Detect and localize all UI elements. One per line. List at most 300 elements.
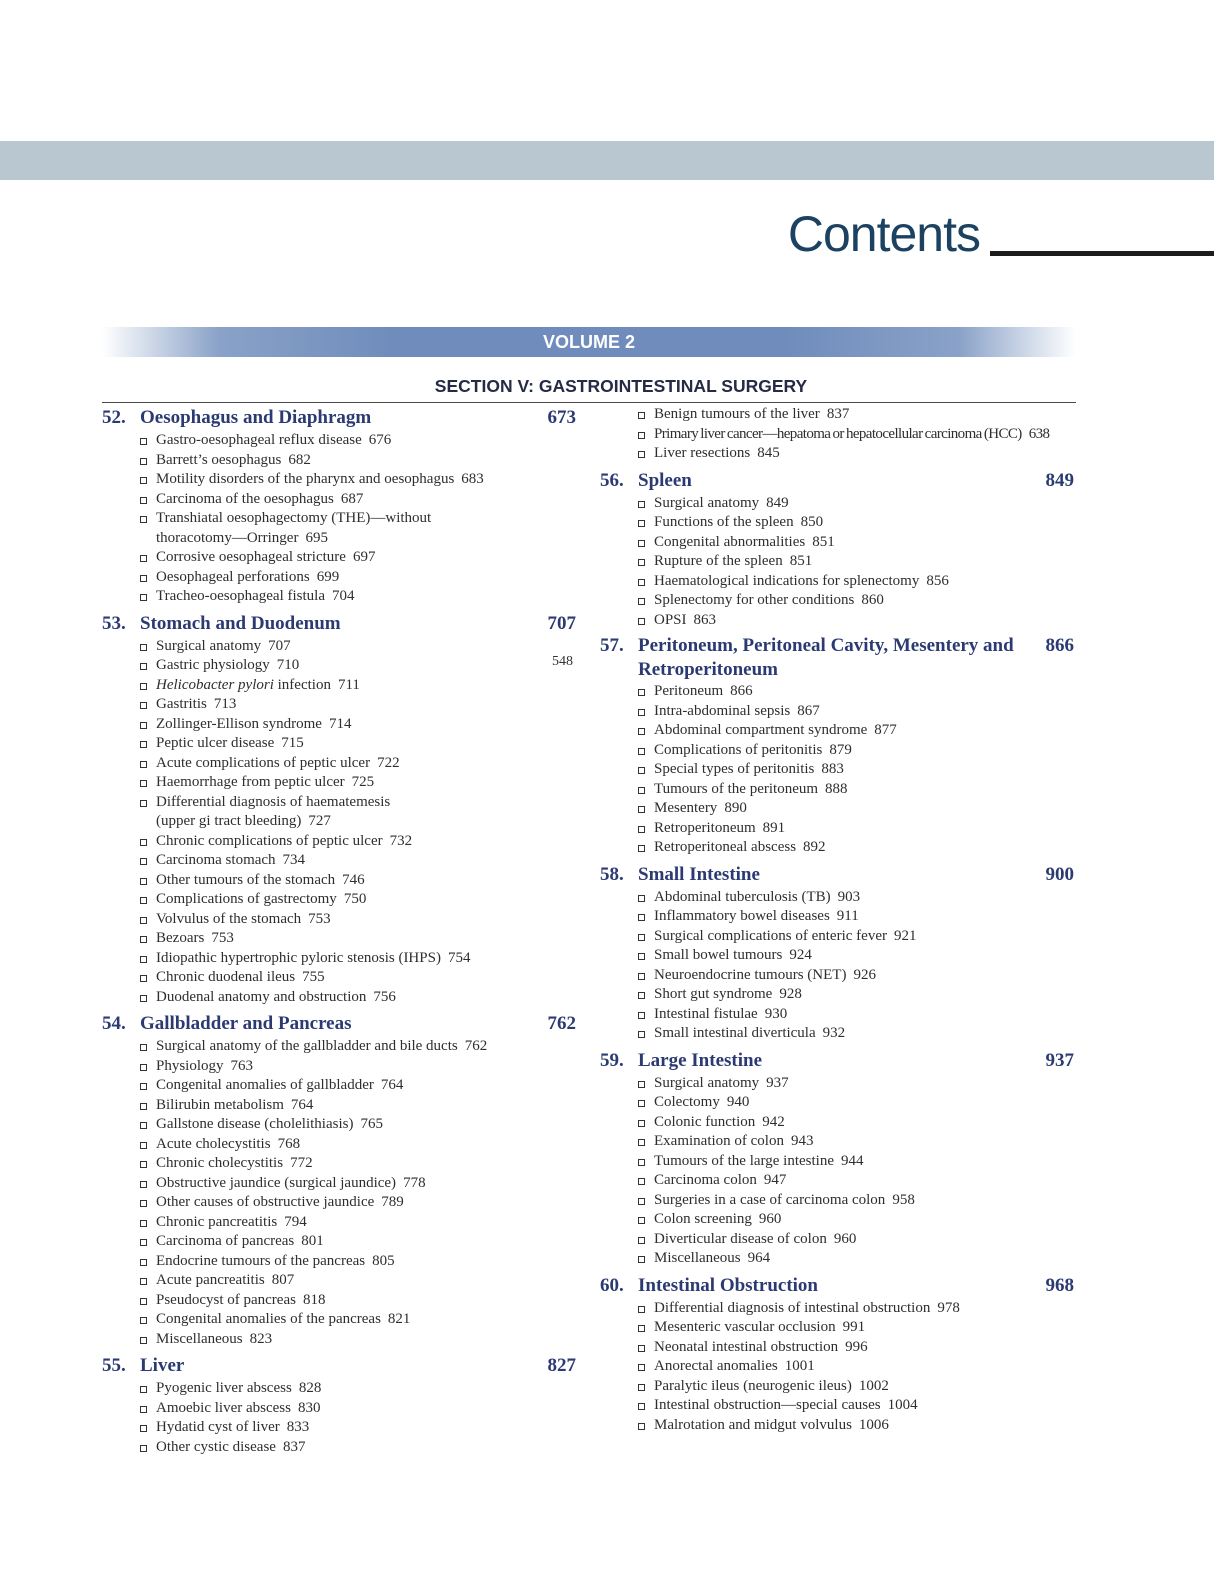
chapter-page-number: 762 (547, 1013, 576, 1034)
topic-page-number: 849 (766, 494, 789, 511)
toc-topic-entry[interactable] (600, 741, 1076, 761)
chapter-number: 54. (102, 1013, 126, 1034)
topic-title: Pyogenic liver abscess (156, 1380, 292, 1396)
square-bullet-icon (638, 953, 645, 960)
square-bullet-icon (140, 878, 147, 885)
square-bullet-icon (638, 1403, 645, 1410)
square-bullet-icon (140, 1181, 147, 1188)
toc-topic-entry[interactable] (102, 812, 578, 832)
topic-title: Mesenteric vascular occlusion (654, 1319, 836, 1335)
topic-page-number: 714 (328, 715, 352, 732)
square-bullet-icon (638, 845, 645, 852)
toc-topic-entry[interactable] (102, 1096, 578, 1116)
square-bullet-icon (638, 1031, 645, 1038)
toc-topic-entry[interactable] (102, 656, 578, 676)
topic-page-number: 921 (893, 927, 917, 944)
toc-topic-entry[interactable] (600, 819, 1076, 839)
square-bullet-icon (638, 689, 645, 696)
toc-topic-entry[interactable] (600, 405, 1076, 425)
topic-title: Carcinoma of pancreas (156, 1233, 295, 1249)
topic-title: Chronic cholecystitis (156, 1155, 284, 1171)
topic-title: Complications of gastrectomy (156, 891, 337, 907)
topic-title: Zollinger-Ellison syndrome (156, 715, 322, 732)
topic-title: Surgeries in a case of carcinoma colon (654, 1191, 886, 1208)
topic-title: Short gut syndrome (654, 986, 773, 1002)
square-bullet-icon (638, 540, 645, 547)
square-bullet-icon (638, 1217, 645, 1224)
toc-topic-entry[interactable] (102, 1399, 578, 1419)
square-bullet-icon (140, 458, 147, 465)
topic-title: Congenital abnormalities (654, 533, 806, 550)
square-bullet-icon (140, 1200, 147, 1207)
topic-title: Complications of peritonitis (654, 741, 823, 758)
topic-page-number: 978 (937, 1299, 960, 1316)
square-bullet-icon (638, 618, 645, 625)
toc-topic-entry[interactable] (102, 1252, 578, 1272)
topic-title: Anorectal anomalies (654, 1358, 778, 1374)
square-bullet-icon (140, 644, 147, 651)
toc-topic-entry[interactable] (102, 587, 578, 607)
chapter-title: Stomach and Duodenum (140, 612, 341, 634)
toc-topic-entry[interactable] (102, 695, 578, 715)
topic-page-number: 1006 (858, 1416, 889, 1433)
topic-title: Differential diagnosis of haematemesis (156, 793, 391, 810)
square-bullet-icon (140, 741, 147, 748)
toc-topic-entry[interactable] (102, 910, 578, 930)
chapter-number: 53. (102, 612, 126, 634)
toc-topic-entry[interactable] (600, 444, 1076, 464)
topic-page-number: 964 (747, 1250, 771, 1266)
section-divider (102, 402, 1076, 403)
toc-topic-entry[interactable] (102, 1193, 578, 1213)
topic-title: Surgical anatomy (654, 1074, 760, 1091)
toc-topic-entry[interactable] (600, 1210, 1076, 1230)
topic-title: Volvulus of the stomach (156, 910, 302, 927)
toc-topic-entry[interactable] (102, 1271, 578, 1291)
topic-title: thoracotomy—Orringer (156, 529, 299, 546)
topic-title: Neonatal intestinal obstruction (654, 1338, 839, 1355)
topic-title: Barrett’s oesophagus (156, 451, 282, 468)
square-bullet-icon (140, 956, 147, 963)
toc-topic-entry[interactable] (600, 966, 1076, 986)
toc-chapter (102, 1011, 578, 1349)
toc-topic-entry[interactable] (600, 760, 1076, 780)
toc-topic-entry[interactable] (600, 1357, 1076, 1377)
chapter-title: Liver (140, 1355, 185, 1376)
topic-page-number: 713 (213, 696, 237, 712)
square-bullet-icon (638, 1423, 645, 1430)
toc-topic-entry[interactable] (600, 1338, 1076, 1358)
topic-page-number: 772 (290, 1155, 313, 1171)
square-bullet-icon (638, 412, 645, 419)
toc-topic-entry[interactable] (600, 780, 1076, 800)
toc-topic-entry[interactable] (600, 1093, 1076, 1113)
chapter-title: Small Intestine (638, 863, 760, 885)
toc-topic-entry[interactable] (102, 871, 578, 891)
topic-page-number: 687 (340, 490, 364, 507)
topic-page-number: 746 (342, 871, 365, 888)
topic-title: Chronic pancreatitis (156, 1213, 278, 1230)
topic-page-number: 851 (789, 553, 813, 569)
toc-topic-entry[interactable] (102, 490, 578, 510)
topic-title: Retroperitoneal abscess (654, 839, 797, 855)
topic-title: Other causes of obstructive jaundice (156, 1194, 375, 1210)
topic-page-number: 711 (337, 676, 360, 693)
toc-topic-entry[interactable] (600, 838, 1076, 858)
topic-title: Endocrine tumours of the pancreas (156, 1252, 366, 1269)
square-bullet-icon (638, 1100, 645, 1107)
topic-page-number: 683 (461, 471, 484, 487)
square-bullet-icon (140, 1259, 147, 1266)
toc-topic-entry[interactable] (102, 1135, 578, 1155)
square-bullet-icon (140, 1161, 147, 1168)
square-bullet-icon (638, 501, 645, 508)
topic-page-number: 960 (758, 1211, 782, 1227)
chapter-heading[interactable] (600, 634, 1076, 682)
right-column (600, 405, 1076, 1439)
topic-page-number: 821 (387, 1311, 411, 1327)
toc-topic-entry[interactable] (102, 715, 578, 735)
topic-page-number: 695 (305, 529, 328, 546)
square-bullet-icon (140, 1386, 147, 1393)
toc-topic-entry[interactable] (102, 734, 578, 754)
topic-page-number: 778 (403, 1174, 426, 1191)
toc-topic-entry[interactable] (600, 1132, 1076, 1152)
topic-title: Intestinal obstruction—special causes (654, 1397, 881, 1413)
square-bullet-icon (638, 1178, 645, 1185)
topic-page-number: 891 (762, 819, 786, 836)
chapter-heading[interactable] (102, 1353, 578, 1379)
toc-topic-entry[interactable] (102, 470, 578, 490)
square-bullet-icon (638, 728, 645, 735)
toc-topic-entry[interactable] (600, 799, 1076, 819)
topic-page-number: 764 (380, 1077, 404, 1093)
topic-page-number: 867 (797, 702, 820, 719)
toc-topic-entry[interactable] (600, 513, 1076, 533)
topic-page-number: 991 (842, 1319, 866, 1335)
toc-topic-entry[interactable] (102, 637, 578, 657)
toc-topic-entry[interactable] (600, 1005, 1076, 1025)
square-bullet-icon (140, 575, 147, 582)
toc-topic-entry[interactable] (600, 1416, 1076, 1436)
topic-title: Bezoars (156, 930, 205, 946)
toc-topic-entry[interactable] (102, 1330, 578, 1350)
topic-title: Surgical complications of enteric fever (654, 927, 887, 944)
square-bullet-icon (140, 917, 147, 924)
topic-title: Colectomy (654, 1094, 720, 1110)
topic-page-number: 756 (373, 988, 396, 1005)
toc-topic-entry[interactable] (600, 533, 1076, 553)
topic-title: Diverticular disease of colon (654, 1230, 827, 1247)
toc-topic-entry[interactable] (600, 888, 1076, 908)
topic-title: Acute cholecystitis (156, 1135, 271, 1152)
topic-page-number: 805 (372, 1252, 395, 1269)
chapter-page-number: 707 (547, 612, 576, 634)
toc-topic-entry[interactable] (600, 1152, 1076, 1172)
topic-title: Physiology (156, 1057, 224, 1074)
topic-title: Retroperitoneum (654, 819, 756, 836)
topic-page-number: 960 (833, 1230, 857, 1247)
toc-topic-entry[interactable] (102, 832, 578, 852)
topic-title: Acute pancreatitis (156, 1272, 265, 1288)
square-bullet-icon (140, 497, 147, 504)
topic-title: Splenectomy for other conditions (654, 592, 855, 608)
toc-topic-entry[interactable] (102, 1379, 578, 1399)
toc-topic-entry[interactable] (102, 949, 578, 969)
chapter-heading[interactable] (102, 405, 578, 431)
toc-topic-entry[interactable] (102, 793, 578, 813)
toc-topic-entry[interactable] (102, 890, 578, 910)
square-bullet-icon (638, 914, 645, 921)
toc-topic-entry[interactable] (600, 907, 1076, 927)
topic-title: Amoebic liver abscess (156, 1399, 291, 1416)
toc-topic-entry[interactable] (600, 1396, 1076, 1416)
square-bullet-icon (638, 806, 645, 813)
square-bullet-icon (638, 1120, 645, 1127)
toc-topic-entry[interactable] (102, 968, 578, 988)
square-bullet-icon (140, 800, 147, 807)
square-bullet-icon (638, 895, 645, 902)
chapter-page-number: 827 (547, 1355, 576, 1376)
topic-title: Inflammatory bowel diseases (654, 908, 830, 924)
toc-topic-entry[interactable] (102, 851, 578, 871)
toc-topic-entry[interactable] (600, 1249, 1076, 1269)
topic-title: Examination of colon (654, 1133, 784, 1149)
toc-topic-entry[interactable] (102, 548, 578, 568)
square-bullet-icon (140, 438, 147, 445)
toc-topic-entry[interactable] (102, 988, 578, 1008)
toc-topic-entry[interactable] (102, 1154, 578, 1174)
square-bullet-icon (638, 520, 645, 527)
topic-title: Gastric physiology (156, 657, 270, 673)
toc-topic-entry[interactable] (102, 529, 578, 549)
toc-topic-entry[interactable] (102, 1076, 578, 1096)
topic-title: Colonic function (654, 1113, 756, 1130)
toc-topic-entry[interactable] (102, 1057, 578, 1077)
toc-topic-entry[interactable] (102, 676, 578, 696)
topic-title: Peritoneum (654, 683, 724, 699)
square-bullet-icon (140, 1406, 147, 1413)
topic-page-number: 850 (800, 514, 824, 530)
topic-page-number: 682 (288, 451, 311, 468)
topic-title: Miscellaneous (156, 1330, 243, 1347)
toc-topic-entry[interactable] (600, 682, 1076, 702)
topic-title: Haematological indications for splenectomy (654, 572, 920, 589)
toc-topic-entry[interactable] (102, 1213, 578, 1233)
topic-page-number: 818 (302, 1291, 326, 1308)
topic-title: Duodenal anatomy and obstruction (156, 988, 367, 1005)
square-bullet-icon (638, 1198, 645, 1205)
topic-page-number: 866 (730, 683, 753, 699)
topic-page-number: 1004 (887, 1397, 918, 1413)
top-color-band (0, 141, 1214, 180)
square-bullet-icon (140, 936, 147, 943)
toc-topic-entry[interactable] (600, 611, 1076, 631)
toc-topic-entry[interactable] (102, 1037, 578, 1057)
toc-topic-entry[interactable] (600, 1074, 1076, 1094)
square-bullet-icon (638, 1364, 645, 1371)
square-bullet-icon (140, 1239, 147, 1246)
chapter-page-number: 900 (1045, 863, 1074, 885)
topic-page-number: 753 (308, 910, 331, 927)
volume-banner: VOLUME 2 (102, 327, 1076, 357)
square-bullet-icon (140, 858, 147, 865)
toc-topic-entry[interactable] (102, 509, 578, 529)
topic-page-number: 794 (284, 1213, 307, 1230)
topic-title: Motility disorders of the pharynx and oesophagus (156, 471, 455, 487)
topic-page-number: 928 (779, 986, 802, 1002)
topic-title: Neuroendocrine tumours (NET) (654, 966, 847, 983)
square-bullet-icon (140, 1122, 147, 1129)
toc-topic-entry[interactable] (600, 591, 1076, 611)
topic-title: Abdominal tuberculosis (TB) (654, 888, 831, 905)
toc-topic-entry[interactable] (102, 1438, 578, 1458)
square-bullet-icon (638, 1237, 645, 1244)
topic-title: (upper gi tract bleeding) (156, 813, 302, 829)
toc-topic-entry[interactable] (102, 451, 578, 471)
topic-title: Acute complications of peptic ulcer (156, 754, 371, 771)
square-bullet-icon (638, 709, 645, 716)
topic-title: Mesentery (654, 800, 718, 816)
square-bullet-icon (140, 663, 147, 670)
topic-page-number: 1001 (784, 1358, 815, 1374)
chapter-number: 60. (600, 1274, 624, 1296)
topic-title: Helicobacter pylori infection (156, 676, 331, 693)
topic-title: Carcinoma colon (654, 1172, 757, 1188)
chapter-page-number: 673 (547, 407, 576, 428)
toc-topic-entry[interactable] (600, 1299, 1076, 1319)
square-bullet-icon (638, 826, 645, 833)
square-bullet-icon (638, 432, 645, 439)
chapter-title: Spleen (638, 469, 692, 491)
toc-topic-entry[interactable] (600, 494, 1076, 514)
toc-chapter (600, 1273, 1076, 1436)
topic-title: Gallstone disease (cholelithiasis) (156, 1116, 354, 1132)
topic-page-number: 860 (861, 592, 884, 608)
square-bullet-icon (140, 516, 147, 523)
square-bullet-icon (140, 995, 147, 1002)
chapter-title: Intestinal Obstruction (638, 1274, 818, 1296)
toc-topic-entry[interactable] (102, 1418, 578, 1438)
toc-topic-entry[interactable] (102, 568, 578, 588)
toc-topic-entry[interactable] (102, 1232, 578, 1252)
topic-title: Differential diagnosis of intestinal obstruction (654, 1299, 931, 1316)
chapter-number: 58. (600, 863, 624, 885)
toc-chapter (600, 1048, 1076, 1269)
toc-topic-entry[interactable] (102, 1174, 578, 1194)
topic-page-number: 851 (812, 533, 835, 550)
square-bullet-icon (140, 1337, 147, 1344)
topic-page-number: 879 (829, 741, 852, 758)
topic-title: Surgical anatomy of the gallbladder and bile ducts (156, 1038, 458, 1054)
topic-title: Haemorrhage from peptic ulcer (156, 774, 345, 790)
toc-topic-entry[interactable] (600, 946, 1076, 966)
square-bullet-icon (638, 1384, 645, 1391)
topic-page-number: 768 (277, 1135, 301, 1152)
toc-topic-entry[interactable] (102, 1291, 578, 1311)
chapter-heading[interactable] (102, 611, 578, 637)
topic-page-number: 926 (853, 966, 876, 983)
toc-topic-entry[interactable] (102, 431, 578, 451)
toc-topic-entry[interactable] (600, 702, 1076, 722)
topic-page-number: 845 (757, 445, 780, 461)
toc-topic-entry[interactable] (102, 929, 578, 949)
toc-topic-entry[interactable] (600, 721, 1076, 741)
chapter-title: Peritoneum, Peritoneal Cavity, Mesentery and Retroperitoneum (638, 635, 1014, 680)
toc-topic-entry[interactable] (600, 1024, 1076, 1044)
toc-chapter (600, 468, 1076, 631)
topic-title: Malrotation and midgut volvulus (654, 1416, 852, 1433)
title-rule (990, 251, 1214, 256)
topic-page-number: 940 (726, 1094, 750, 1110)
topic-title: Oesophageal perforations (156, 568, 310, 585)
topic-title: Small intestinal diverticula (654, 1025, 816, 1041)
topic-title: Colon screening (654, 1211, 752, 1227)
toc-topic-entry[interactable] (102, 754, 578, 774)
toc-chapter (102, 1353, 578, 1457)
toc-topic-entry[interactable] (102, 1115, 578, 1135)
toc-topic-entry[interactable] (600, 572, 1076, 592)
chapter-heading[interactable] (600, 862, 1076, 888)
topic-page-number: 754 (447, 949, 471, 966)
topic-title: Other cystic disease (156, 1438, 276, 1455)
square-bullet-icon (638, 1325, 645, 1332)
square-bullet-icon (140, 839, 147, 846)
square-bullet-icon (140, 1425, 147, 1432)
topic-page-number: 765 (360, 1116, 383, 1132)
toc-chapter (600, 862, 1076, 1044)
topic-page-number: 937 (766, 1074, 789, 1091)
chapter-heading[interactable] (600, 1048, 1076, 1074)
toc-topic-entry[interactable] (102, 1310, 578, 1330)
chapter-title: Oesophagus and Diaphragm (140, 407, 372, 428)
topic-title: Hydatid cyst of liver (156, 1419, 280, 1435)
toc-topic-entry[interactable] (600, 1191, 1076, 1211)
topic-title: Functions of the spleen (654, 514, 794, 530)
square-bullet-icon (140, 1064, 147, 1071)
topic-page-number: 801 (301, 1233, 324, 1249)
topic-page-number: 764 (290, 1096, 314, 1113)
toc-topic-entry[interactable] (600, 1377, 1076, 1397)
toc-topic-entry[interactable] (102, 773, 578, 793)
topic-title: Chronic duodenal ileus (156, 969, 296, 985)
chapter-page-number: 866 (1045, 635, 1074, 656)
chapter-heading[interactable] (600, 1273, 1076, 1299)
chapter-title: Large Intestine (638, 1049, 763, 1071)
topic-title: OPSI (654, 611, 687, 628)
chapter-heading[interactable] (102, 1011, 578, 1037)
chapter-heading[interactable] (600, 468, 1076, 494)
toc-topic-entry[interactable] (600, 1113, 1076, 1133)
square-bullet-icon (638, 767, 645, 774)
species-name: Helicobacter pylori (156, 676, 274, 693)
toc-topic-entry[interactable] (600, 425, 1076, 445)
topic-page-number: 863 (693, 611, 717, 628)
topic-title: Other tumours of the stomach (156, 871, 336, 888)
square-bullet-icon (638, 559, 645, 566)
toc-topic-entry[interactable] (600, 985, 1076, 1005)
chapter-page-number: 968 (1045, 1274, 1074, 1296)
toc-topic-entry[interactable] (600, 927, 1076, 947)
topic-page-number: 763 (230, 1057, 254, 1074)
toc-topic-entry[interactable] (600, 1318, 1076, 1338)
toc-topic-entry[interactable] (600, 552, 1076, 572)
toc-topic-entry[interactable] (600, 1230, 1076, 1250)
toc-topic-entry[interactable] (600, 1171, 1076, 1191)
topic-page-number: 943 (790, 1133, 814, 1149)
chapter-number: 56. (600, 469, 624, 491)
square-bullet-icon (140, 477, 147, 484)
